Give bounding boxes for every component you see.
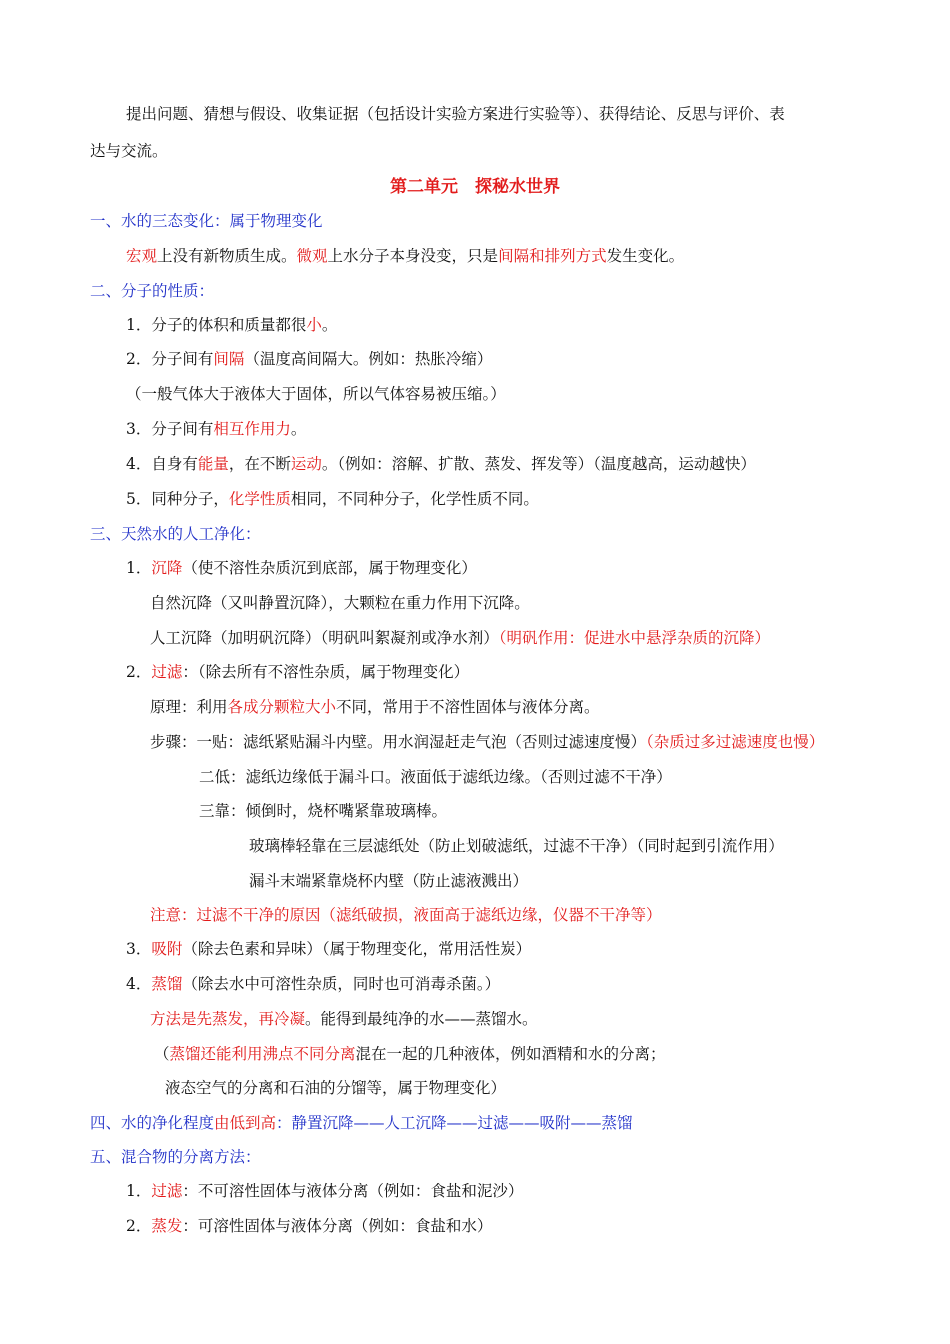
term: 过滤 (151, 1182, 183, 1200)
text: 。（例如：溶解、扩散、蒸发、挥发等）（温度越高，运动越快） (321, 455, 756, 473)
s3-principle (150, 697, 600, 717)
text: 不同，常用于不溶性固体与液体分离。 (336, 698, 600, 716)
section-1-heading: 一、水的三态变化：属于物理变化 (90, 212, 323, 230)
term: 能量 (197, 455, 229, 473)
s2-item-2-note: （一般气体大于液体大于固体，所以气体容易被压缩。） (126, 385, 506, 403)
text: 1．分子的体积和质量都很 (126, 316, 307, 334)
text: 相同，不同种分子，化学性质不同。 (290, 490, 539, 508)
text: 人工沉降（加明矾沉降）（明矾叫絮凝剂或净水剂） (150, 629, 499, 647)
s2-item-3 (126, 419, 306, 439)
s3-item-4 (126, 974, 500, 994)
text: 4．自身有 (126, 455, 198, 473)
text: 1． (126, 1182, 152, 1200)
intro-line-2: 达与交流。 (90, 142, 168, 160)
s3-step-1 (150, 732, 824, 752)
section-3-heading: 三、天然水的人工净化： (90, 525, 261, 543)
term: （杂质过多过滤速度也慢） (646, 733, 825, 751)
term-micro: 微观 (296, 247, 328, 265)
s2-item-1 (126, 315, 337, 335)
section-5-heading: 五、混合物的分离方法： (90, 1148, 261, 1166)
text: 四、水的净化程度 (90, 1114, 215, 1132)
term-macro: 宏观 (126, 247, 158, 265)
text: （使不溶性杂质沉到底部，属于物理变化） (182, 559, 477, 577)
text: 3． (126, 940, 152, 958)
s3-distill-note-1 (154, 1044, 666, 1064)
term: 化学性质 (228, 490, 291, 508)
s3-artificial-settling (150, 628, 770, 648)
term: 方法是先蒸发，再冷凝 (150, 1010, 306, 1028)
text: （除去色素和异味）（属于物理变化，常用活性炭） (182, 940, 532, 958)
unit-title: 第二单元 探秘水世界 (390, 177, 560, 197)
text: （ (154, 1045, 170, 1063)
term: 间隔 (213, 350, 245, 368)
text: （温度高间隔大。例如：热胀冷缩） (244, 350, 493, 368)
s3-distill-method (150, 1009, 538, 1029)
term: 小 (306, 316, 322, 334)
term: 蒸馏 (151, 975, 183, 993)
text: 4． (126, 975, 152, 993)
s3-item-1 (126, 558, 477, 578)
term: 运动 (290, 455, 322, 473)
s3-item-3 (126, 939, 531, 959)
section-1-body (126, 246, 684, 266)
term: 蒸馏还能利用沸点不同分离 (169, 1045, 356, 1063)
s2-item-2 (126, 349, 492, 369)
term: 由低到高 (214, 1114, 277, 1132)
s3-step-2: 二低：滤纸边缘低于漏斗口。液面低于滤纸边缘。（否则过滤不干净） (199, 768, 672, 786)
text: ，在不断 (228, 455, 291, 473)
term: 蒸发 (151, 1217, 183, 1235)
text: 上水分子本身没变，只是 (327, 247, 499, 265)
text: （除去水中可溶性杂质，同时也可消毒杀菌。） (182, 975, 501, 993)
text: 2． (126, 663, 152, 681)
text: ：不可溶性固体与液体分离（例如：食盐和泥沙） (182, 1182, 524, 1200)
term: 沉降 (151, 559, 183, 577)
term: 各成分颗粒大小 (227, 698, 337, 716)
s3-step-3b: 玻璃棒轻靠在三层滤纸处（防止划破滤纸，过滤不干净）（同时起到引流作用） (249, 837, 784, 855)
s3-distill-note-2: 液态空气的分离和石油的分馏等，属于物理变化） (165, 1079, 507, 1097)
term: 相互作用力 (213, 420, 291, 438)
s5-item-1 (126, 1181, 523, 1201)
text: 。 (321, 316, 338, 334)
section-2-heading: 二、分子的性质： (90, 282, 215, 300)
intro-line-1: 提出问题、猜想与假设、收集证据（包括设计实验方案进行实验等）、获得结论、反思与评价、表 (126, 105, 785, 123)
s5-item-2 (126, 1216, 492, 1236)
s3-step-3c: 漏斗末端紧靠烧杯内壁（防止滤液溅出） (249, 872, 529, 890)
text: 原理：利用 (150, 698, 228, 716)
text: 1． (126, 559, 152, 577)
text: 上没有新物质生成。 (157, 247, 297, 265)
text: ：静置沉降——人工沉降——过滤——吸附——蒸馏 (276, 1114, 633, 1132)
text: 发生变化。 (606, 247, 685, 265)
text: 。 (290, 420, 307, 438)
text: 3．分子间有 (126, 420, 214, 438)
s3-item-2 (126, 662, 469, 682)
text: 2．分子间有 (126, 350, 214, 368)
term-spacing: 间隔和排列方式 (498, 247, 607, 265)
text: 混在一起的几种液体，例如酒精和水的分离； (355, 1045, 666, 1063)
term: 吸附 (151, 940, 183, 958)
s2-item-5 (126, 489, 539, 509)
s3-filter-note: 注意：过滤不干净的原因（滤纸破损，液面高于滤纸边缘，仪器不干净等） (150, 906, 662, 924)
term: 过滤 (151, 663, 183, 681)
text: 2． (126, 1217, 152, 1235)
text: 步骤：一贴：滤纸紧贴漏斗内壁。用水润湿赶走气泡（否则过滤速度慢） (150, 733, 647, 751)
text: ：可溶性固体与液体分离（例如：食盐和水） (182, 1217, 493, 1235)
text: 。能得到最纯净的水——蒸馏水。 (305, 1010, 538, 1028)
s2-item-4 (126, 454, 756, 474)
text: ：（除去所有不溶性杂质，属于物理变化） (182, 663, 470, 681)
term: （明矾作用：促进水中悬浮杂质的沉降） (498, 629, 771, 647)
s3-natural-settling: 自然沉降（又叫静置沉降），大颗粒在重力作用下沉降。 (150, 594, 530, 612)
text: 5．同种分子， (126, 490, 229, 508)
s3-step-3: 三靠：倾倒时，烧杯嘴紧靠玻璃棒。 (199, 802, 448, 820)
section-4-heading (90, 1113, 633, 1133)
